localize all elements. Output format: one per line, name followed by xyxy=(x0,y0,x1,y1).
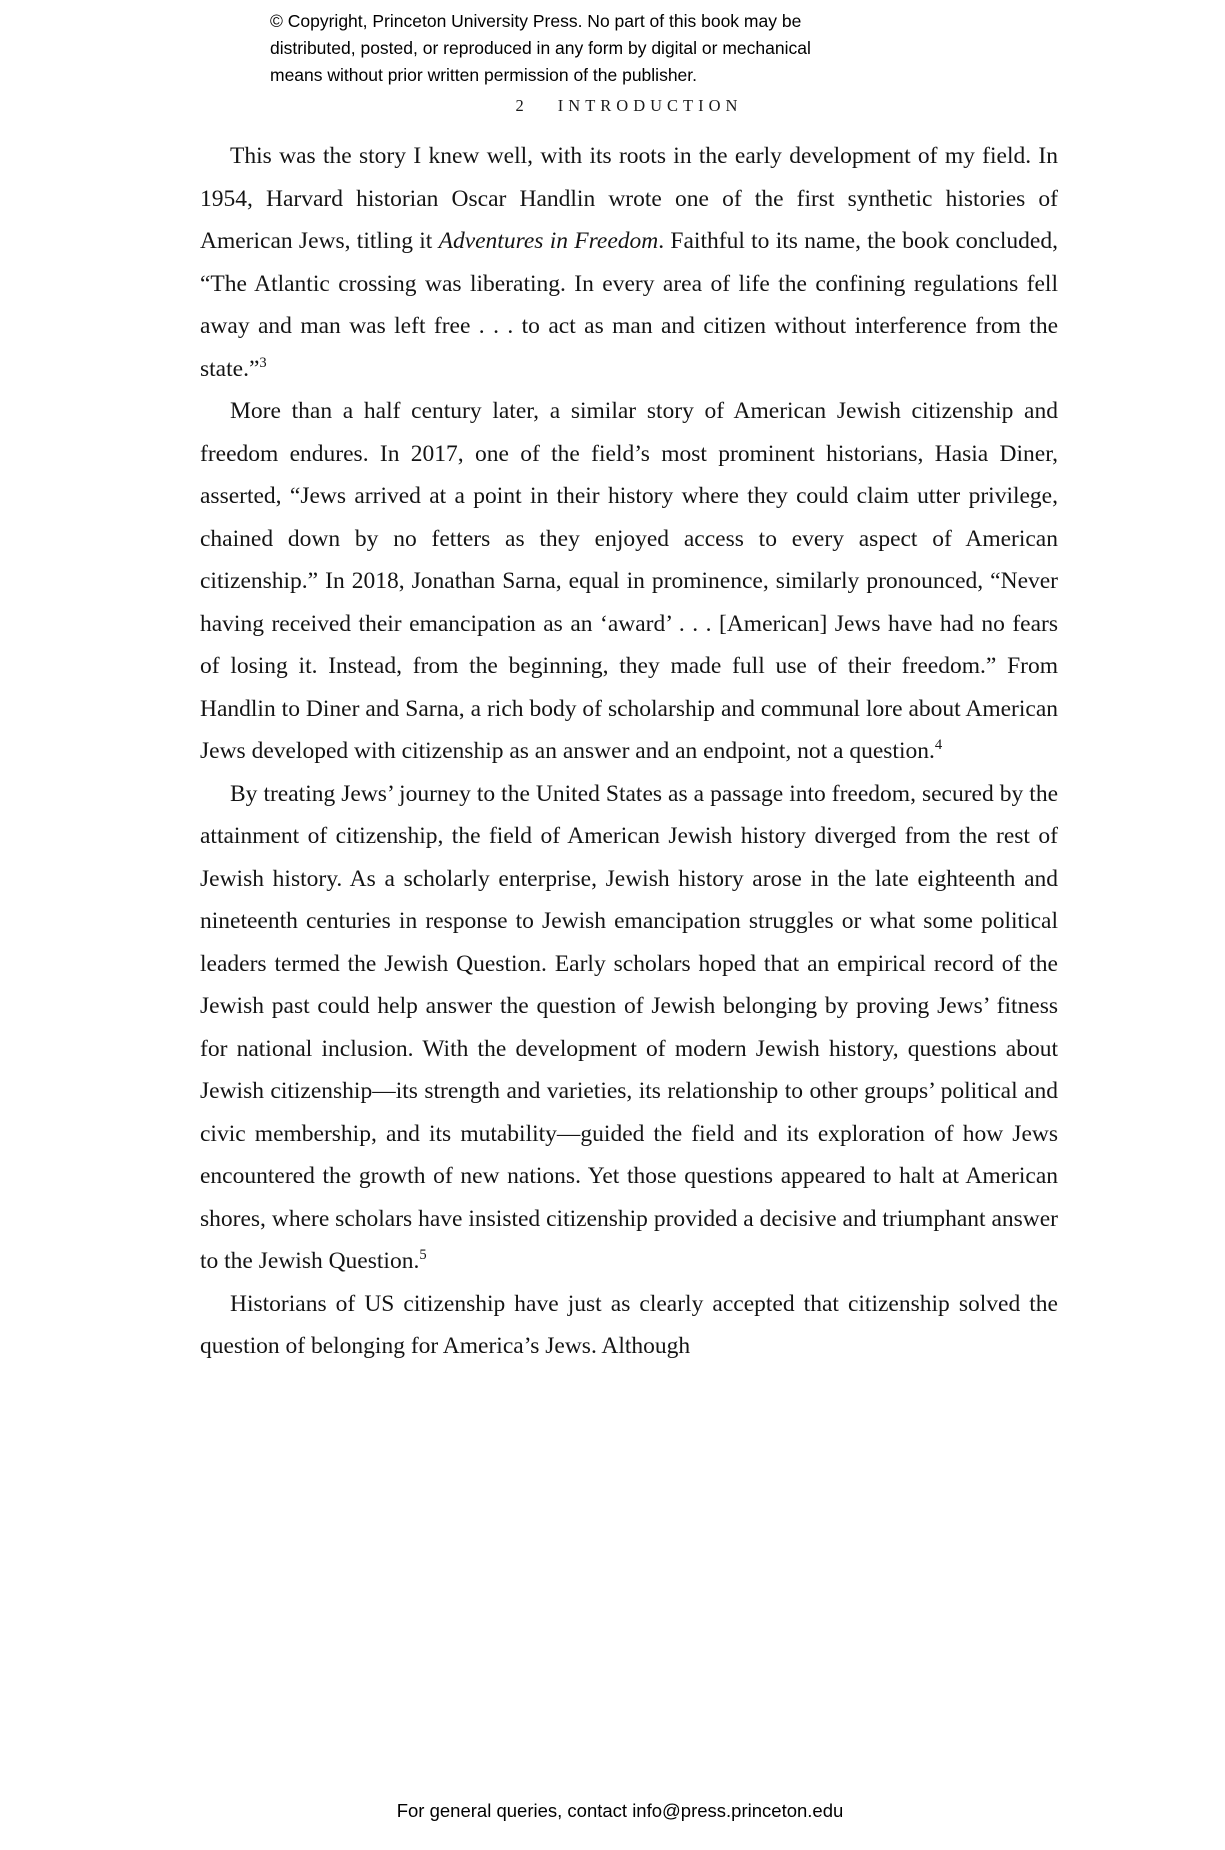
copyright-line-1: © Copyright, Princeton University Press. No part of this book may be xyxy=(270,11,802,31)
body-text xyxy=(200,135,1058,1368)
footnote-reference: 3 xyxy=(259,354,267,371)
copyright-notice xyxy=(270,8,990,89)
page-number: 2 xyxy=(515,96,526,115)
paragraph-3: By treating Jews’ journey to the United States as a passage into freedom, secured by the attainment of citizenship, the field of American Jewish history diverged from the rest of Jewish history. As a scholarly enterprise, Jewish history arose in the late eighteenth and nineteenth centuries in response to Jewish emancipation struggles or what some political leaders termed the Jewish Question. Early scholars hoped that an empirical record of the Jewish past could help answer the question of Jewish belonging by proving Jews’ fitness for national inclusion. With the development of modern Jewish history, questions about Jewish citizenship—its strength and varieties, its relationship to other groups’ political and civic membership, and its mutability—guided the field and its exploration of how Jews encountered the growth of new nations. Yet those questions appeared to halt at American shores, where scholars have insisted citizenship provided a decisive and triumphant answer to the Jewish Question.$^5$ xyxy=(200,780,1058,1274)
italic-book-title: Adventures in Freedom xyxy=(438,228,659,254)
footnote-reference: 4 xyxy=(934,737,943,754)
copyright-line-3: means without prior written permission of the publisher. xyxy=(270,65,698,85)
footnote-reference: 5 xyxy=(419,1247,427,1264)
paragraph-2: More than a half century later, a similar story of American Jewish citizenship and freedom endures. In 2017, one of the field’s most prominent historians, Hasia Diner, asserted, “Jews arrived at a point in their history where they could claim utter privilege, chained down by no fetters as they enjoyed access to every aspect of American citizenship.” In 2018, Jonathan Sarna, equal in prominence, similarly pronounced, “Never having received their emancipation as an ‘award’ . . . [American] Jews have had no fears of losing it. Instead, from the beginning, they made full use of their freedom.” From Handlin to Diner and Sarna, a rich body of scholarship and communal lore about American Jews developed with citizenship as an answer and an endpoint, not a question.$^4$ xyxy=(200,398,1058,764)
running-head xyxy=(200,96,1058,116)
paragraph-1: This was the story I knew well, with its roots in the early development of my field. In 1954, Harvard historian Oscar Handlin wrote one of the first synthetic histories of American Jews, titling it Adventures in Freedom. Faithful to its name, the book concluded, “The Atlantic crossing was liberating. In every area of life the confining regulations fell away and man was left free . . . to act as man and citizen without interference from the state.”$^3$ xyxy=(200,143,1058,382)
paragraph-4: Historians of US citizenship have just as clearly accepted that citizenship solved the question of belonging for America’s Jews. Although xyxy=(200,1290,1058,1359)
copyright-line-2: distributed, posted, or reproduced in any form by digital or mechanical xyxy=(270,38,811,58)
footer-contact-line: For general queries, contact info@press.princeton.edu xyxy=(396,1800,844,1821)
running-title: INTRODUCTION xyxy=(557,96,743,115)
